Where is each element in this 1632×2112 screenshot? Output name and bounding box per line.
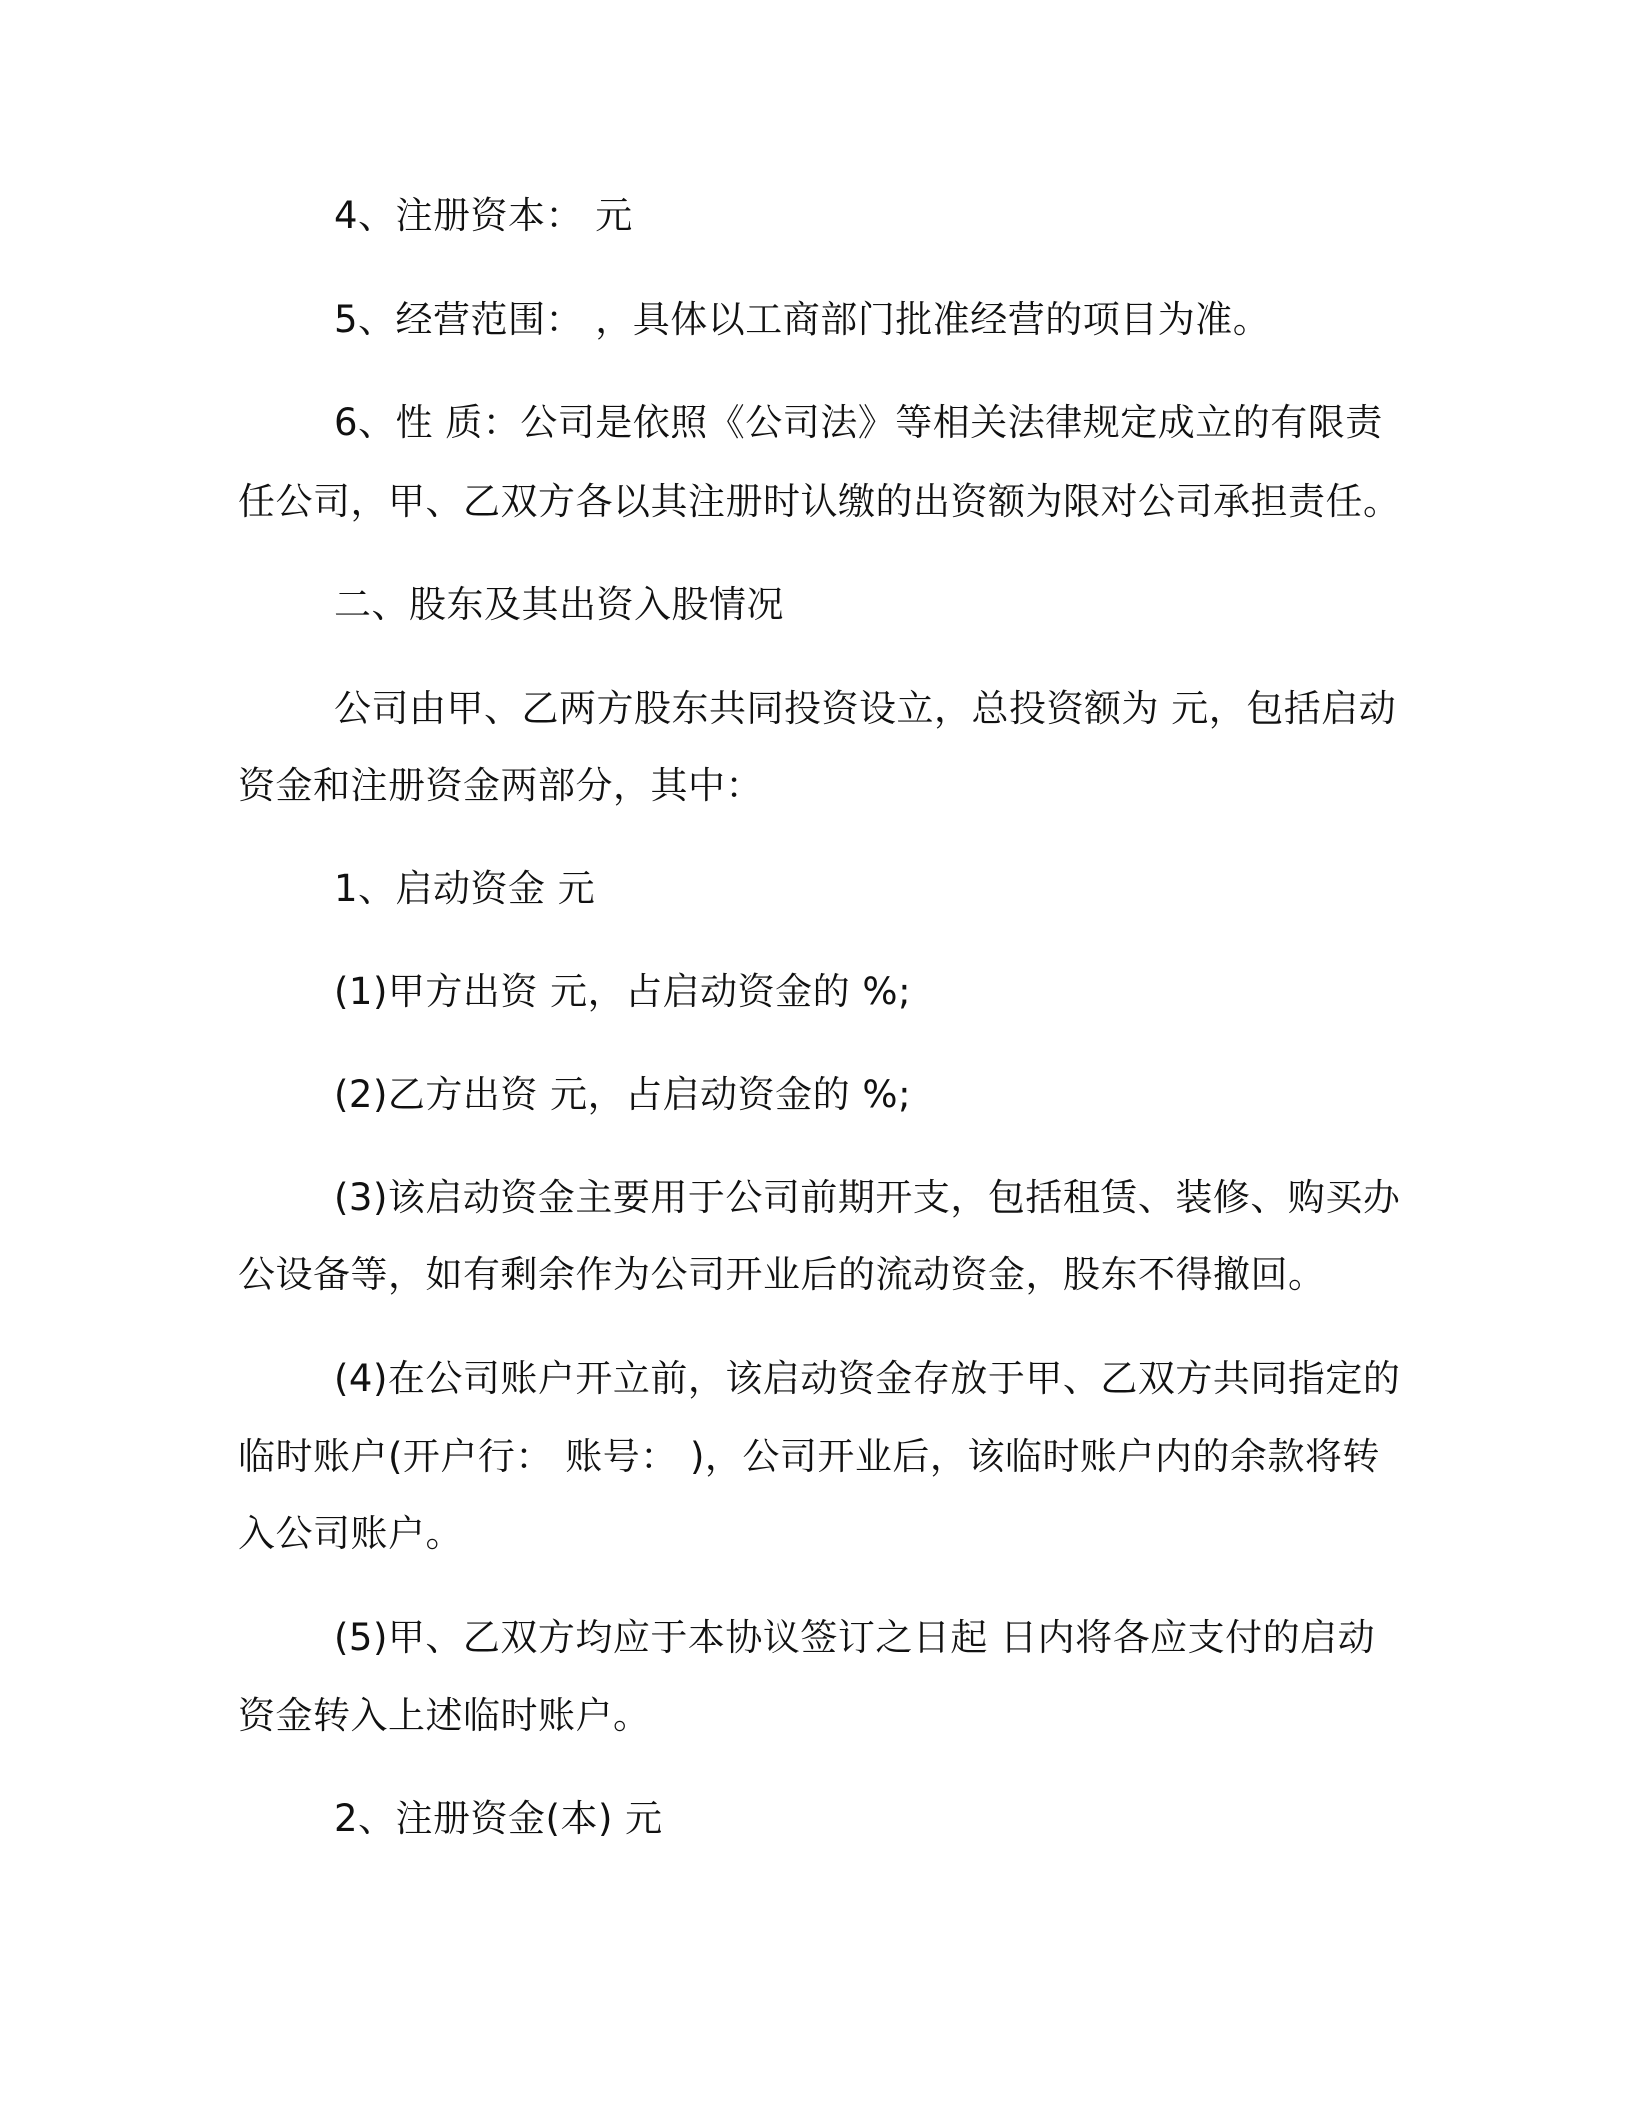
item-startup-use-line-2: 公设备等，如有剩余作为公司开业后的流动资金，股东不得撤回。 — [238, 1253, 1326, 1296]
item-party-a-contribution: (1)甲方出资 元，占启动资金的 %; — [334, 970, 912, 1013]
section-heading-shareholders: 二、股东及其出资入股情况 — [334, 583, 784, 626]
item-startup-use-line-1: (3)该启动资金主要用于公司前期开支，包括租赁、装修、购买办 — [334, 1176, 1401, 1219]
item-transfer-deadline-line-1: (5)甲、乙双方均应于本协议签订之日起 日内将各应支付的启动 — [334, 1616, 1376, 1659]
para-investment-line-2: 资金和注册资金两部分，其中： — [238, 764, 763, 807]
item-transfer-deadline-line-2: 资金转入上述临时账户。 — [238, 1694, 651, 1737]
item-party-b-contribution: (2)乙方出资 元，占启动资金的 %; — [334, 1073, 912, 1116]
clause-registered-capital: 4、注册资本： 元 — [334, 194, 633, 237]
item-startup-capital: 1、启动资金 元 — [334, 867, 596, 910]
para-investment-line-1: 公司由甲、乙两方股东共同投资设立，总投资额为 元，包括启动 — [334, 687, 1397, 730]
clause-nature-line-1: 6、性 质：公司是依照《公司法》等相关法律规定成立的有限责 — [334, 401, 1383, 444]
item-temp-account-line-3: 入公司账户。 — [238, 1512, 463, 1555]
clause-business-scope: 5、经营范围： ，具体以工商部门批准经营的项目为准。 — [334, 298, 1271, 341]
clause-nature-line-2: 任公司，甲、乙双方各以其注册时认缴的出资额为限对公司承担责任。 — [238, 480, 1401, 523]
item-registered-capital: 2、注册资金(本) 元 — [334, 1797, 663, 1840]
item-temp-account-line-2: 临时账户(开户行： 账号： )，公司开业后，该临时账户内的余款将转 — [238, 1435, 1380, 1478]
item-temp-account-line-1: (4)在公司账户开立前，该启动资金存放于甲、乙双方共同指定的 — [334, 1357, 1401, 1400]
